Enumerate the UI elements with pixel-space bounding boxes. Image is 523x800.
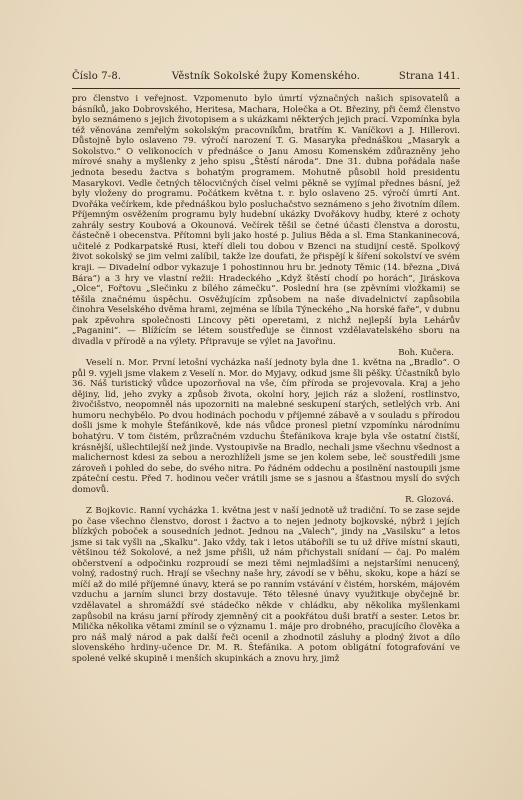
issue-number: Číslo 7-8. bbox=[72, 71, 122, 82]
paragraph-text: První letošní vycházka naší jednoty byla dne 1. května na „Bradlo“. O půl 9. vyjeli jsme vlakem z Veselí n. Mor. do Myjavy, odkud jsme šli pěšky. Účastníků bylo 36. Náš turistický vůdce upozorňoval na vše, čím příroda se projevovala. Kraj a jeho dějiny, lid, jeho zvyky a způsob života, okolní hory, jejich ráz a složení, rostlinstvo, živočišstvo, neopomněl nás upozorniti na malebné seskupení starých, setlelých vrb. Ani humoru nechybělo. Po dvou hodinách pochodu v příjemné zábavě a v souladu s přírodou došli jsme k mohyle Štefánikově, kde nás vůdce pronesl pietní vzpomínku národnímu bohatýru. V tom čistém, průzračném vzduchu Štefánikova kraje byla vše ostatní čistší, krásnější, ušlechtilejší než jinde. Vystoupivše na Bradlo, nechali jsme všechnu všednost a malichernost kdesi za sebou a nerozhlíželi jsme se jen kolem sebe, leč soustředili jsme zároveň i pohled do sebe, do svého nitra. Po řádném oddechu a posilnění nastoupili jsme zpáteční cestu. Před 7. hodinou večer vrátili jsme se s jasnou a šťastnou myslí do svých domovů. bbox=[72, 358, 460, 495]
article-body bbox=[72, 94, 460, 664]
signature-glozova: R. Glozová. bbox=[405, 495, 454, 506]
paragraph-veseli bbox=[72, 358, 460, 495]
signature-kucera: Boh. Kučera. bbox=[398, 347, 454, 358]
running-header bbox=[72, 70, 460, 84]
section-heading-bojkovice: Z Bojkovic. bbox=[86, 505, 137, 516]
paragraph-bojkovice bbox=[72, 506, 460, 664]
paragraph-continued bbox=[72, 94, 460, 348]
header-rule bbox=[72, 88, 460, 89]
paragraph-text: pro členstvo i veřejnost. Vzpomenuto bylo úmrtí význačných našich spisovatelů a básníků, jako Dobrovského, Heritesa, Machara, Holečka a Ot. Březiny, při čemž členstvo bylo seznámeno s jejich životopisem a s ukázkami některých jejich prací. Vzpomínka byla též věnována zemřelým sokolským pracovníkům, bratřím K. Vaníčkovi a J. Hillerovi. Důstojně bylo oslaveno 79. výročí narození T. G. Masaryka přednáškou „Masaryk a Sokolstvo.“ O velikonocích v přednášce o Janu Amosu Komenském zdůrazněny jeho mírové snahy a myšlenky z jeho spisu „Štěstí národa“. Dne 31. dubna pořádala naše jednota besedu žactva s bohatým programem. Mohutně působil hold presidentu Masarykovi. Vedle četných tělocvičných čísel velmi pěkně se vyjímal přednes básní, jež byly vloženy do programu. Počátkem května t. r. bylo oslaveno 25. výročí úmrtí Ant. Dvořáka večírkem, kde přednáškou bylo posluchačstvo seznámeno s jeho životním dílem. Příjemným osvěžením programu byly hudební ukázky Dvořákovy hudby, které z ochoty zahrály sestry Koubová a Okounová. Večírek těšil se četné účasti členstva a dorostu, částečně i obecenstva. Přítomni byli jako hosté p. Julius Běda a sl. Ema Stankaninecová, učitelé z Podkarpatské Rusi, kteří dleli tou dobou v Bzenci na studijní cestě. Spolkový život sokolský se jim velmi zalíbil, takže lze doufati, že přispějí k šíření sokolství ve svém kraji. — Divadelní odbor vykazuje 1 pohostinnou hru br. jednoty Těmic (14. března „Divá Bára“) a 3 hry ve vlastní režii: Hradeckého „Když štěstí chodí po horách“, Jiráskova „Olce“, Fořtovu „Slečinku z bílého zámečku“. Poslední hra (se zpěvními vložkami) se těšila značnému úspěchu. Osvěžujícím způsobem na naše divadelnictví zapůsobila činohra Veselského dvěma hrami, zejména se líbila Týneckého „Na horské faře“, v dubnu pak zpěvohra společnosti Lincovy pěti operetami, z nichž nejlepší byla Lehárův „Paganini“. — Blížícím se létem soustřeďuje se činnost vzdělavatelského sboru na divadla v přírodě a na výlety. Připravuje se výlet na Javořinu. bbox=[72, 94, 460, 347]
section-heading-veseli: Veselí n. Mor. bbox=[86, 358, 149, 369]
journal-title: Věstník Sokolské župy Komenského. bbox=[171, 71, 361, 82]
page-number: Strana 141. bbox=[398, 71, 460, 82]
paragraph-text: Ranní vycházka 1. května jest v naší jednotě už tradiční. To se zase sejde po čase všechno členstvo, dorost i žactvo a to nejen jednoty bojkovské, nýbrž i jejích blízkých poboček a sousedních jednot. Jednou na „Valech“, jindy na „Vasilsku“ a letos jsme si tak vyšli na „Skalku“. Jako vždy, tak i letos utábořili se tu už dříve místní skauti, většinou též Sokolové, a než jsme přišli, už nám přichystali snídaní — čaj. Po malém občerstvení a odpočinku rozproudí se mezi těmi nejmladšími a nejstaršími nenucený, volný, radostný ruch. Hrají se všechny naše hry, závodí se v běhu, skoku, kope a hází se míčí až do milé příjemné únavy, která se po ranním vstávání v čistém, horském, májovém vzduchu a jarním slunci brzy dostavuje. Této tělesné únavy využitkuje obyčejně br. vzdělavatel a shromáždí své stádečko někde v chládku, aby několika myšlenkami zapůsobil na krásu jarní přírody zjemněný cit a pookřátou duši bratří a sester. Letos br. Milička několika větami zmínil se o významu 1. máje pro drobného, pracujícího člověka a pro náš malý národ a pak další řeči ocenil a zhodnotil zásluhy a plodný život a dílo slovenského hrdiny-učence Dr. M. R. Štefánika. A potom obligátní fotografování ve spolené velké skupině i menších skupinkách a znovu hry, jimž bbox=[72, 505, 461, 664]
